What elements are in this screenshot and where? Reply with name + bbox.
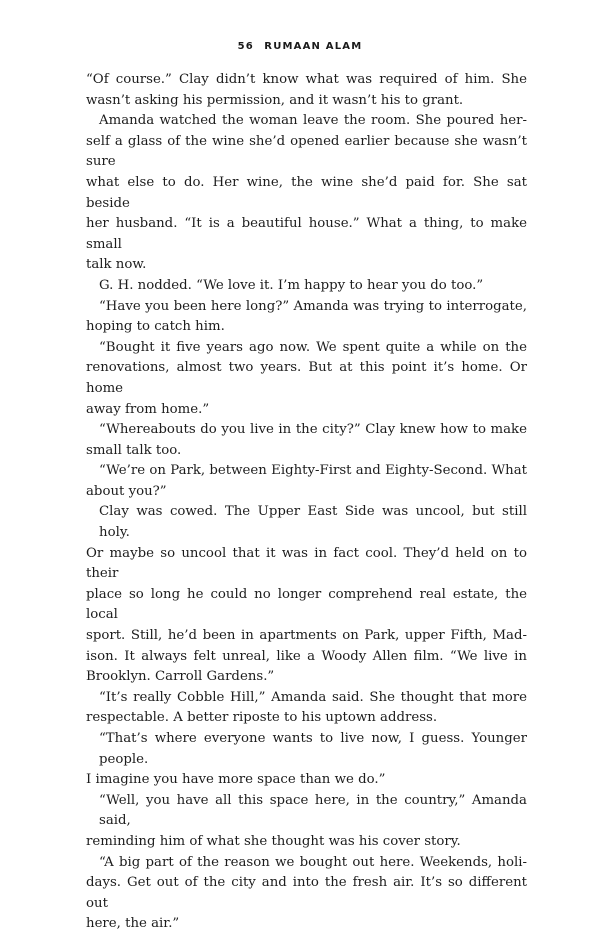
- text-line: away from home.”: [86, 401, 210, 417]
- text-line: “Bought it five years ago now. We spent quite a while on the: [99, 339, 527, 355]
- text-line: “It’s really Cobble Hill,” Amanda said. She thought that more: [99, 689, 527, 705]
- text-line: “A big part of the reason we bought out here. Weekends, holi-: [99, 854, 527, 870]
- text-line: “Whereabouts do you live in the city?” Clay knew how to make: [99, 422, 527, 438]
- text-line: I imagine you have more space than we do.”: [86, 772, 386, 788]
- paragraph: [86, 70, 527, 111]
- text-line: self a glass of the wine she’d opened earlier because she wasn’t sure: [86, 133, 527, 170]
- text-line: G. H. nodded. “We love it. I’m happy to hear you do too.”: [99, 277, 484, 293]
- paragraph: [86, 729, 527, 791]
- text-line: “We’re on Park, between Eighty-First and Eighty-Second. What: [99, 463, 527, 479]
- text-line: respectable. A better riposte to his uptown address.: [86, 710, 438, 726]
- text-line: hoping to catch him.: [86, 319, 225, 335]
- page-number: 56: [237, 41, 254, 52]
- paragraph: [86, 791, 527, 853]
- text-line: Brooklyn. Carroll Gardens.”: [86, 669, 275, 685]
- text-line: “That’s where everyone wants to live now, I guess. Younger people.: [99, 731, 527, 767]
- paragraph: [86, 297, 527, 338]
- text-line: days. Get out of the city and into the fresh air. It’s so different out: [86, 875, 527, 911]
- text-line: “Have you been here long?” Amanda was trying to interrogate,: [99, 298, 527, 314]
- text-line: talk now.: [86, 257, 147, 273]
- paragraph: [86, 688, 527, 729]
- text-line: reminding him of what she thought was his cover story.: [86, 833, 461, 849]
- text-line: place so long he could no longer comprehend real estate, the local: [86, 586, 527, 623]
- running-head: [0, 41, 600, 52]
- paragraph: [86, 853, 527, 935]
- text-line: about you?”: [86, 483, 167, 499]
- paragraph: [86, 420, 527, 461]
- text-line: here, the air.”: [86, 916, 180, 932]
- text-line: small talk too.: [86, 442, 182, 458]
- text-line: Clay was cowed. The Upper East Side was uncool, but still holy.: [99, 504, 527, 541]
- paragraph: [86, 461, 527, 502]
- text-line: renovations, almost two years. But at this point it’s home. Or home: [86, 360, 527, 396]
- author-name: RUMAAN ALAM: [264, 41, 363, 52]
- text-line: sport. Still, he’d been in apartments on Park, upper Fifth, Mad-: [86, 628, 527, 644]
- paragraph: [86, 111, 527, 276]
- body-text: [86, 70, 527, 935]
- paragraph: [86, 338, 527, 420]
- paragraph: [86, 276, 527, 297]
- paragraph: [86, 502, 527, 687]
- text-line: Or maybe so uncool that it was in fact cool. They’d held on to their: [86, 545, 527, 582]
- text-line: wasn’t asking his permission, and it wasn’t his to grant.: [86, 92, 464, 108]
- text-line: what else to do. Her wine, the wine she’d paid for. She sat beside: [86, 174, 527, 211]
- text-line: “Well, you have all this space here, in the country,” Amanda said,: [99, 792, 527, 829]
- text-line: “Of course.” Clay didn’t know what was required of him. She: [86, 72, 527, 87]
- text-line: her husband. “It is a beautiful house.” What a thing, to make small: [86, 216, 527, 252]
- text-line: Amanda watched the woman leave the room. She poured her-: [99, 113, 527, 129]
- text-line: ison. It always felt unreal, like a Woody Allen film. “We live in: [86, 648, 527, 664]
